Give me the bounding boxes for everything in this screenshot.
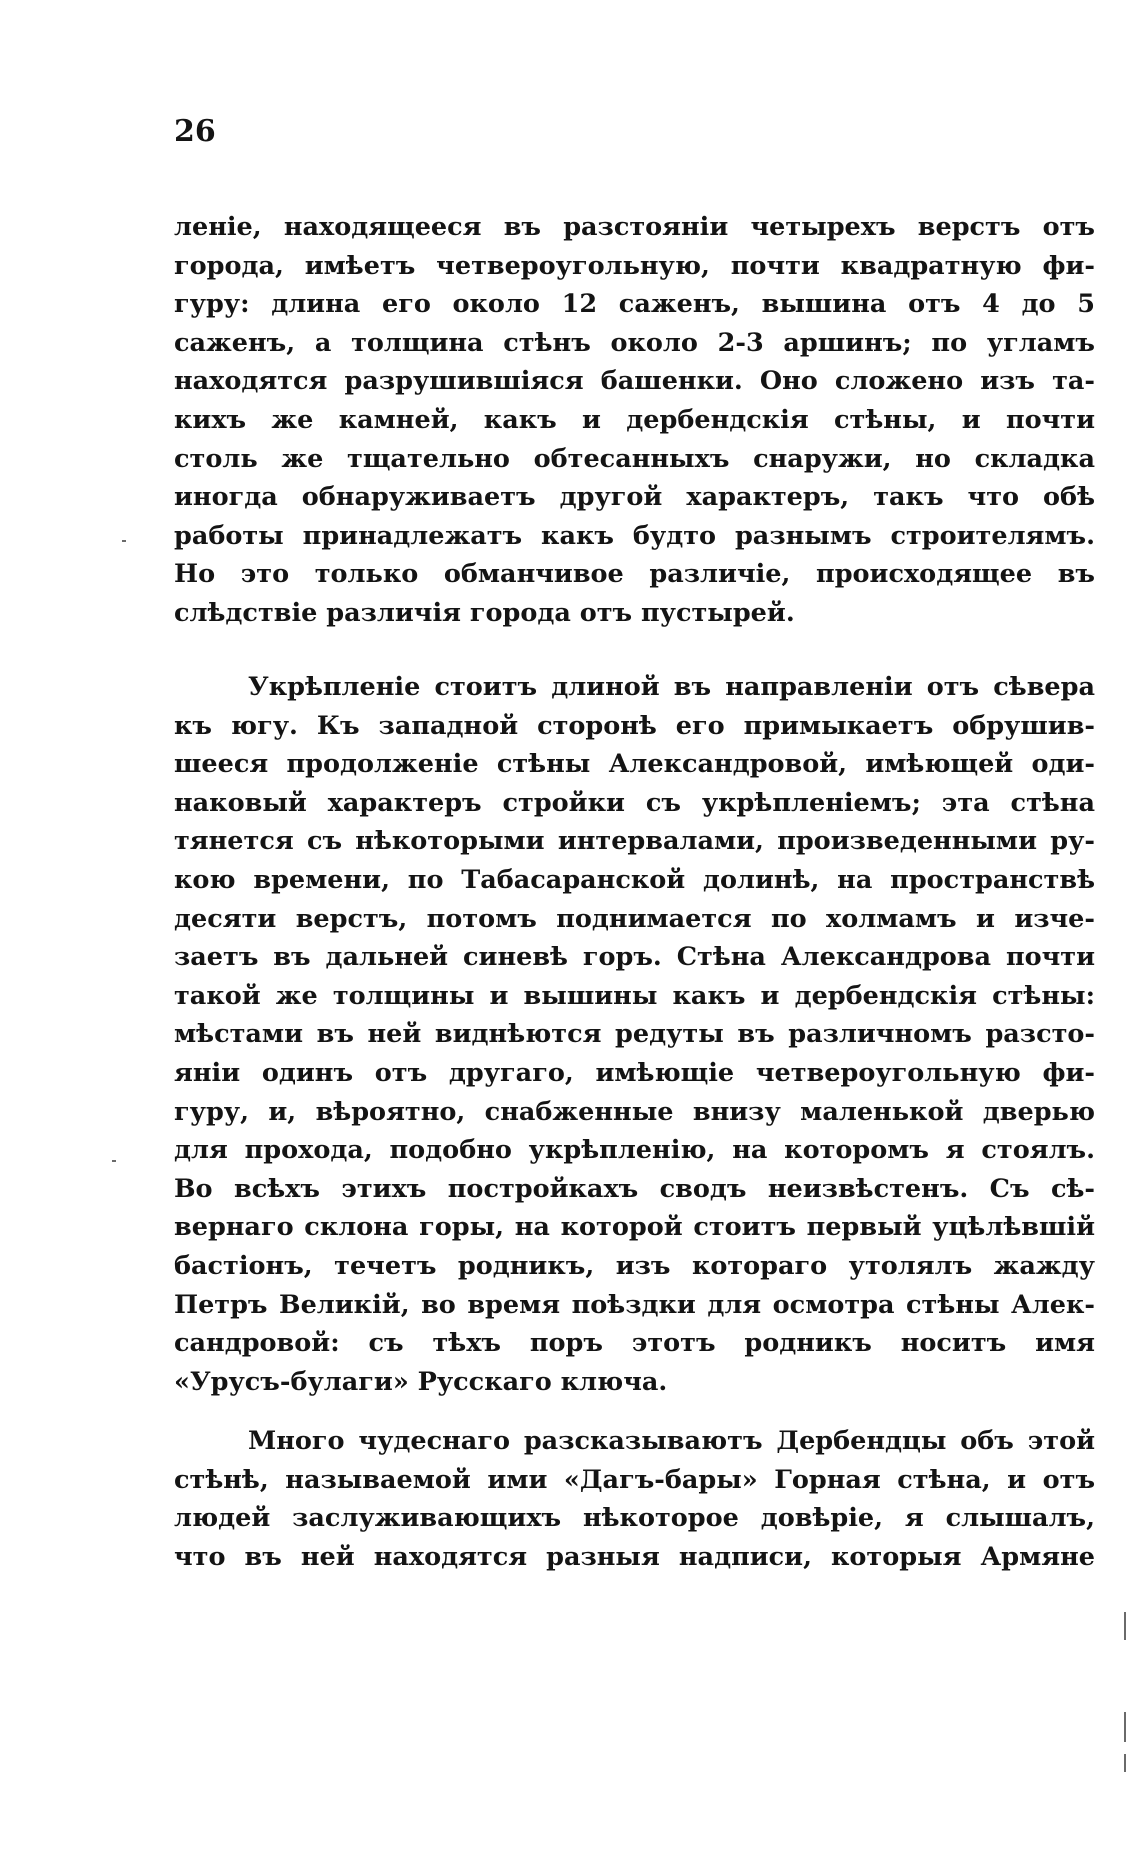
text-line: саженъ, а толщина стѣнъ около 2-3 аршинъ; по угламъ [174, 327, 1095, 358]
text-line: слѣдствіе различія города отъ пустырей. [174, 597, 795, 628]
text-line: работы принадлежатъ какъ будто разнымъ строителямъ. [174, 520, 1095, 551]
text-line: яніи одинъ отъ другаго, имѣющіе четвероугольную фи- [174, 1057, 1095, 1088]
text-line: гуру: длина его около 12 саженъ, вышина отъ 4 до 5 [174, 289, 1095, 320]
text-line: Петръ Великій, во время поѣздки для осмотра стѣны Алек- [174, 1289, 1095, 1320]
text-line: леніе, находящееся въ разстояніи четырехъ верстъ отъ [174, 212, 1095, 242]
text-line: Но это только обманчивое различіе, происходящее въ [174, 559, 1095, 590]
text-line: людей заслуживающихъ нѣкоторое довѣріе, я слышалъ, [174, 1503, 1095, 1534]
text-line: къ югу. Къ западной сторонѣ его примыкаетъ обрушив- [174, 710, 1095, 741]
text-line: десяти верстъ, потомъ поднимается по холмамъ и изче- [174, 903, 1095, 934]
text-line: вернаго склона горы, на которой стоитъ первый уцѣлѣвшій [174, 1212, 1095, 1243]
margin-mark [1124, 1712, 1126, 1742]
text-line: иногда обнаруживаетъ другой характеръ, такъ что обѣ [174, 482, 1095, 513]
text-line: такой же толщины и вышины какъ и дербендскія стѣны: [174, 980, 1095, 1011]
text-line: Во всѣхъ этихъ постройкахъ сводъ неизвѣстенъ. Съ сѣ- [174, 1173, 1095, 1204]
margin-mark [112, 1160, 116, 1162]
text-line: города, имѣетъ четвероугольную, почти квадратную фи- [174, 250, 1095, 281]
text-line: наковый характеръ стройки съ укрѣпленіемъ; эта стѣна [174, 787, 1095, 818]
margin-mark [1124, 1612, 1126, 1640]
text-line: для прохода, подобно укрѣпленію, на которомъ я стоялъ. [174, 1135, 1095, 1166]
text-line: сандровой: съ тѣхъ поръ этотъ родникъ носитъ имя [174, 1328, 1095, 1359]
text-line: заетъ въ дальней синевѣ горъ. Стѣна Александрова почти [174, 942, 1095, 973]
paragraph-2 [174, 668, 1095, 1401]
text-line: бастіонъ, течетъ родникъ, изъ котораго утолялъ жажду [174, 1250, 1095, 1281]
text-line: кою времени, по Табасаранской долинѣ, на пространствѣ [174, 864, 1095, 895]
text-line: находятся разрушившіяся башенки. Оно сложено изъ та- [174, 366, 1095, 397]
text-line: Укрѣпленіе стоитъ длиной въ направленіи отъ сѣвера [248, 672, 1095, 702]
paragraph-3 [174, 1422, 1095, 1576]
text-line: кихъ же камней, какъ и дербендскія стѣны, и почти [174, 404, 1095, 435]
text-line: столь же тщательно обтесанныхъ снаружи, но складка [174, 443, 1095, 474]
text-line: мѣстами въ ней виднѣются редуты въ различномъ разсто- [174, 1019, 1095, 1050]
text-line: гуру, и, вѣроятно, снабженные внизу маленькой дверью [174, 1096, 1095, 1127]
page-number: 26 [174, 114, 216, 149]
text-line: шееся продолженіе стѣны Александровой, имѣющей оди- [174, 749, 1095, 780]
text-line: тянется съ нѣкоторыми интервалами, произведенными ру- [174, 826, 1095, 857]
text-line: Много чудеснаго разсказываютъ Дербендцы объ этой [248, 1426, 1095, 1456]
paragraph-1 [174, 208, 1095, 633]
text-line: что въ ней находятся разныя надписи, которыя Армяне [174, 1541, 1095, 1572]
text-line: «Урусъ-булаги» Русскаго ключа. [174, 1366, 668, 1397]
margin-mark [122, 540, 126, 542]
margin-mark [1124, 1754, 1126, 1772]
text-line: стѣнѣ, называемой ими «Дагъ-бары» Горная стѣна, и отъ [174, 1464, 1095, 1495]
